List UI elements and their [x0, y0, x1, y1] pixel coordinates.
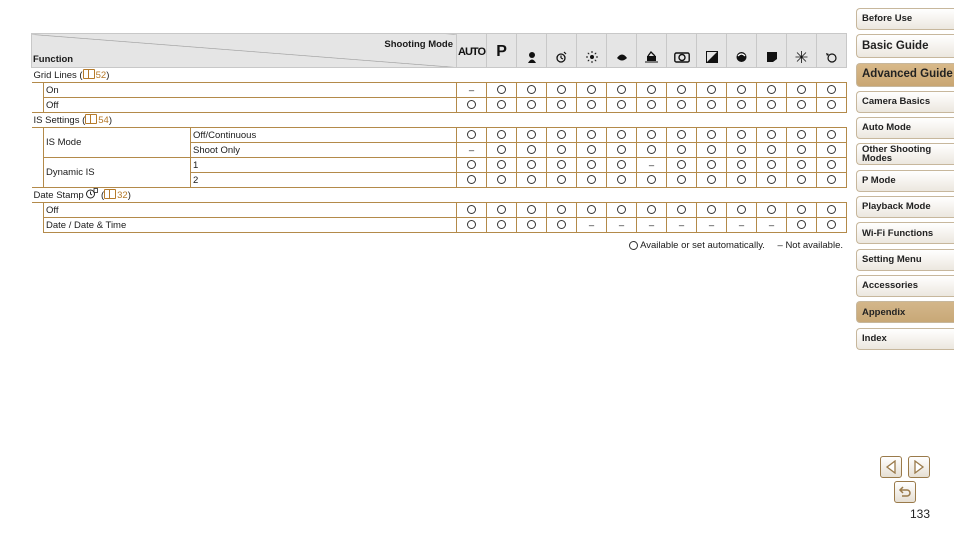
available-icon — [767, 85, 776, 94]
availability-cell — [787, 218, 817, 233]
availability-cell — [517, 98, 547, 113]
available-icon — [827, 160, 836, 169]
return-button[interactable] — [894, 481, 916, 503]
availability-cell — [607, 128, 637, 143]
availability-cell — [547, 158, 577, 173]
available-icon — [587, 145, 596, 154]
availability-cell — [817, 173, 847, 188]
available-icon — [497, 100, 506, 109]
available-icon — [527, 130, 536, 139]
availability-cell — [727, 98, 757, 113]
available-icon — [737, 175, 746, 184]
availability-cell — [757, 128, 787, 143]
available-icon — [737, 205, 746, 214]
availability-cell — [577, 173, 607, 188]
availability-cell — [457, 98, 487, 113]
sidebar-item-accessories[interactable]: Accessories — [856, 275, 954, 297]
available-icon — [557, 175, 566, 184]
available-icon — [587, 205, 596, 214]
section-is-settings: IS Settings ( 54) — [32, 113, 847, 128]
availability-cell — [697, 203, 727, 218]
availability-cell — [697, 158, 727, 173]
table-row: Off — [32, 203, 847, 218]
available-icon — [647, 205, 656, 214]
available-icon — [557, 205, 566, 214]
availability-cell — [487, 203, 517, 218]
availability-cell: – — [457, 143, 487, 158]
availability-cell — [727, 128, 757, 143]
sidebar-item-appendix[interactable]: Appendix — [856, 301, 954, 323]
availability-cell: – — [637, 218, 667, 233]
available-icon — [617, 145, 626, 154]
available-icon — [527, 160, 536, 169]
availability-cell — [607, 83, 637, 98]
available-icon — [767, 175, 776, 184]
available-icon — [677, 130, 686, 139]
book-icon — [83, 69, 95, 79]
available-icon — [467, 175, 476, 184]
availability-cell — [487, 83, 517, 98]
available-icon — [557, 160, 566, 169]
availability-cell — [607, 203, 637, 218]
availability-cell — [577, 203, 607, 218]
availability-cell — [517, 143, 547, 158]
available-icon — [467, 205, 476, 214]
availability-cell — [787, 203, 817, 218]
availability-cell — [727, 173, 757, 188]
availability-cell — [667, 143, 697, 158]
availability-cell — [457, 173, 487, 188]
availability-cell — [697, 98, 727, 113]
availability-cell — [697, 83, 727, 98]
availability-cell: – — [577, 218, 607, 233]
availability-cell: – — [607, 218, 637, 233]
availability-cell — [457, 203, 487, 218]
available-icon — [467, 160, 476, 169]
availability-cell — [757, 83, 787, 98]
available-icon — [677, 85, 686, 94]
available-icon — [707, 160, 716, 169]
function-table — [31, 33, 847, 233]
availability-cell — [727, 158, 757, 173]
availability-cell — [517, 83, 547, 98]
table-row: On – — [32, 83, 847, 98]
is-settings-page-link[interactable]: 54 — [85, 115, 109, 126]
available-icon — [527, 175, 536, 184]
available-icon — [647, 145, 656, 154]
available-icon — [527, 100, 536, 109]
available-icon — [677, 205, 686, 214]
sidebar-item-wi-fi-functions[interactable]: Wi-Fi Functions — [856, 222, 954, 244]
availability-cell — [757, 98, 787, 113]
is-mode-label: IS Mode — [44, 128, 191, 158]
legend-not-available: – Not available. — [777, 240, 843, 251]
availability-cell: – — [457, 83, 487, 98]
availability-cell: – — [667, 218, 697, 233]
available-icon — [737, 160, 746, 169]
mode-monochrome-icon — [697, 34, 727, 68]
availability-cell — [787, 173, 817, 188]
table-row: Off — [32, 98, 847, 113]
available-icon — [827, 85, 836, 94]
availability-cell — [577, 128, 607, 143]
available-icon — [707, 145, 716, 154]
availability-cell — [577, 143, 607, 158]
available-icon — [527, 145, 536, 154]
table-row: IS Mode Off/Continuous — [32, 128, 847, 143]
availability-cell — [517, 218, 547, 233]
available-icon — [737, 85, 746, 94]
return-icon — [898, 485, 912, 499]
legend — [629, 240, 843, 251]
availability-cell — [727, 203, 757, 218]
available-icon — [797, 205, 806, 214]
mode-portrait-icon — [517, 34, 547, 68]
mode-low-light-icon — [577, 34, 607, 68]
availability-cell — [817, 158, 847, 173]
available-icon — [797, 85, 806, 94]
available-icon — [629, 241, 638, 250]
availability-cell — [547, 83, 577, 98]
available-icon — [797, 130, 806, 139]
available-icon — [467, 220, 476, 229]
available-icon — [797, 175, 806, 184]
availability-cell — [667, 158, 697, 173]
available-icon — [677, 175, 686, 184]
grid-lines-page-link[interactable]: 52 — [83, 70, 107, 81]
available-icon — [827, 205, 836, 214]
function-label: Function — [33, 54, 74, 65]
mode-stitch-icon — [817, 34, 847, 68]
available-icon — [677, 160, 686, 169]
availability-cell — [727, 83, 757, 98]
availability-cell — [607, 143, 637, 158]
availability-cell — [487, 128, 517, 143]
arrow-right-icon — [913, 460, 925, 474]
availability-cell — [577, 158, 607, 173]
availability-cell — [787, 98, 817, 113]
available-icon — [647, 85, 656, 94]
available-icon — [557, 100, 566, 109]
availability-cell — [757, 158, 787, 173]
availability-cell — [667, 128, 697, 143]
available-icon — [767, 130, 776, 139]
availability-cell — [487, 98, 517, 113]
mode-starry-icon — [787, 34, 817, 68]
availability-cell — [637, 173, 667, 188]
sidebar — [856, 8, 954, 354]
sidebar-item-p-mode[interactable]: P Mode — [856, 170, 954, 192]
availability-cell — [817, 128, 847, 143]
available-icon — [497, 175, 506, 184]
availability-cell — [787, 158, 817, 173]
available-icon — [617, 100, 626, 109]
available-icon — [647, 130, 656, 139]
availability-cell — [577, 98, 607, 113]
availability-cell — [637, 203, 667, 218]
date-stamp-page-link[interactable]: 32 — [104, 190, 128, 201]
available-icon — [557, 220, 566, 229]
availability-cell — [517, 203, 547, 218]
availability-cell — [787, 143, 817, 158]
prev-page-button[interactable] — [880, 456, 902, 478]
available-icon — [557, 130, 566, 139]
availability-cell — [697, 143, 727, 158]
availability-cell — [547, 143, 577, 158]
available-icon — [827, 145, 836, 154]
available-icon — [707, 205, 716, 214]
available-icon — [647, 100, 656, 109]
availability-cell — [547, 218, 577, 233]
available-icon — [497, 205, 506, 214]
availability-cell — [637, 98, 667, 113]
available-icon — [497, 160, 506, 169]
availability-cell — [547, 173, 577, 188]
availability-cell — [697, 128, 727, 143]
available-icon — [737, 130, 746, 139]
mode-poster-icon — [757, 34, 787, 68]
availability-cell — [787, 128, 817, 143]
availability-cell — [487, 218, 517, 233]
availability-cell — [487, 143, 517, 158]
availability-cell — [547, 203, 577, 218]
available-icon — [467, 130, 476, 139]
availability-cell — [607, 173, 637, 188]
availability-cell — [697, 173, 727, 188]
availability-cell — [667, 98, 697, 113]
available-icon — [497, 220, 506, 229]
availability-cell — [607, 158, 637, 173]
availability-cell — [817, 83, 847, 98]
mode-p-icon: P — [487, 34, 517, 68]
table-row: 2 — [32, 173, 847, 188]
availability-cell — [607, 98, 637, 113]
availability-cell — [817, 143, 847, 158]
header-corner — [32, 34, 457, 68]
availability-cell — [757, 143, 787, 158]
available-icon — [737, 100, 746, 109]
available-icon — [827, 175, 836, 184]
available-icon — [527, 85, 536, 94]
available-icon — [617, 175, 626, 184]
availability-cell — [487, 173, 517, 188]
book-icon — [85, 114, 97, 124]
availability-cell — [457, 128, 487, 143]
availability-cell — [517, 173, 547, 188]
availability-cell — [727, 143, 757, 158]
available-icon — [677, 145, 686, 154]
available-icon — [617, 205, 626, 214]
availability-cell — [547, 98, 577, 113]
availability-cell — [667, 203, 697, 218]
section-grid-lines: Grid Lines ( 52) — [32, 68, 847, 83]
available-icon — [797, 145, 806, 154]
availability-cell — [817, 203, 847, 218]
mode-auto-icon: AUTO — [457, 34, 487, 68]
available-icon — [647, 175, 656, 184]
availability-cell — [517, 158, 547, 173]
date-icon — [86, 190, 98, 201]
availability-cell — [817, 98, 847, 113]
table-row: Dynamic IS 1 – — [32, 158, 847, 173]
available-icon — [767, 160, 776, 169]
available-icon — [557, 85, 566, 94]
available-icon — [527, 220, 536, 229]
availability-cell — [577, 83, 607, 98]
table-row: Date / Date & Time – – – – – – – — [32, 218, 847, 233]
available-icon — [587, 160, 596, 169]
available-icon — [497, 85, 506, 94]
available-icon — [707, 175, 716, 184]
availability-cell: – — [697, 218, 727, 233]
available-icon — [827, 220, 836, 229]
sidebar-item-before-use[interactable]: Before Use — [856, 8, 954, 30]
availability-cell — [637, 128, 667, 143]
available-icon — [827, 100, 836, 109]
available-icon — [707, 100, 716, 109]
availability-cell — [787, 83, 817, 98]
availability-cell — [667, 173, 697, 188]
available-icon — [827, 130, 836, 139]
availability-cell — [637, 143, 667, 158]
next-page-button[interactable] — [908, 456, 930, 478]
availability-cell: – — [757, 218, 787, 233]
mode-super-vivid-icon — [727, 34, 757, 68]
available-icon — [677, 100, 686, 109]
sidebar-item-advanced-guide[interactable]: Advanced Guide — [856, 63, 954, 87]
table-row: Shoot Only – — [32, 143, 847, 158]
availability-cell — [517, 128, 547, 143]
section-date-stamp: Date Stamp ( 32) — [32, 188, 847, 203]
available-icon — [707, 85, 716, 94]
sidebar-item-index[interactable]: Index — [856, 328, 954, 350]
availability-cell — [667, 83, 697, 98]
available-icon — [497, 145, 506, 154]
availability-cell — [487, 158, 517, 173]
legend-available: Available or set automatically. — [640, 240, 765, 251]
arrow-left-icon — [885, 460, 897, 474]
available-icon — [797, 220, 806, 229]
sidebar-item-setting-menu[interactable]: Setting Menu — [856, 249, 954, 271]
sidebar-item-camera-basics[interactable]: Camera Basics — [856, 91, 954, 113]
sidebar-item-playback-mode[interactable]: Playback Mode — [856, 196, 954, 218]
available-icon — [617, 85, 626, 94]
available-icon — [557, 145, 566, 154]
available-icon — [737, 145, 746, 154]
page-number: 133 — [909, 507, 930, 521]
available-icon — [587, 130, 596, 139]
availability-cell — [547, 128, 577, 143]
book-icon — [104, 189, 116, 199]
mode-smart-shutter-icon — [547, 34, 577, 68]
availability-cell: – — [727, 218, 757, 233]
shooting-mode-label: Shooting Mode — [384, 39, 454, 50]
available-icon — [617, 130, 626, 139]
availability-cell — [757, 173, 787, 188]
available-icon — [497, 130, 506, 139]
available-icon — [707, 130, 716, 139]
sidebar-item-basic-guide[interactable]: Basic Guide — [856, 34, 954, 58]
mode-toy-camera-icon — [667, 34, 697, 68]
available-icon — [797, 100, 806, 109]
sidebar-item-other-shooting-modes[interactable]: Other Shooting Modes — [856, 143, 954, 165]
available-icon — [767, 100, 776, 109]
available-icon — [587, 100, 596, 109]
availability-cell: – — [637, 158, 667, 173]
table-header-row — [32, 34, 847, 68]
available-icon — [617, 160, 626, 169]
available-icon — [467, 100, 476, 109]
available-icon — [767, 145, 776, 154]
availability-cell — [457, 158, 487, 173]
availability-cell — [637, 83, 667, 98]
dynamic-is-label: Dynamic IS — [44, 158, 191, 188]
availability-cell — [817, 218, 847, 233]
mode-miniature-icon — [637, 34, 667, 68]
mode-fish-eye-icon — [607, 34, 637, 68]
sidebar-item-auto-mode[interactable]: Auto Mode — [856, 117, 954, 139]
availability-cell — [457, 218, 487, 233]
availability-cell — [757, 203, 787, 218]
available-icon — [587, 85, 596, 94]
available-icon — [797, 160, 806, 169]
available-icon — [527, 205, 536, 214]
available-icon — [587, 175, 596, 184]
available-icon — [767, 205, 776, 214]
